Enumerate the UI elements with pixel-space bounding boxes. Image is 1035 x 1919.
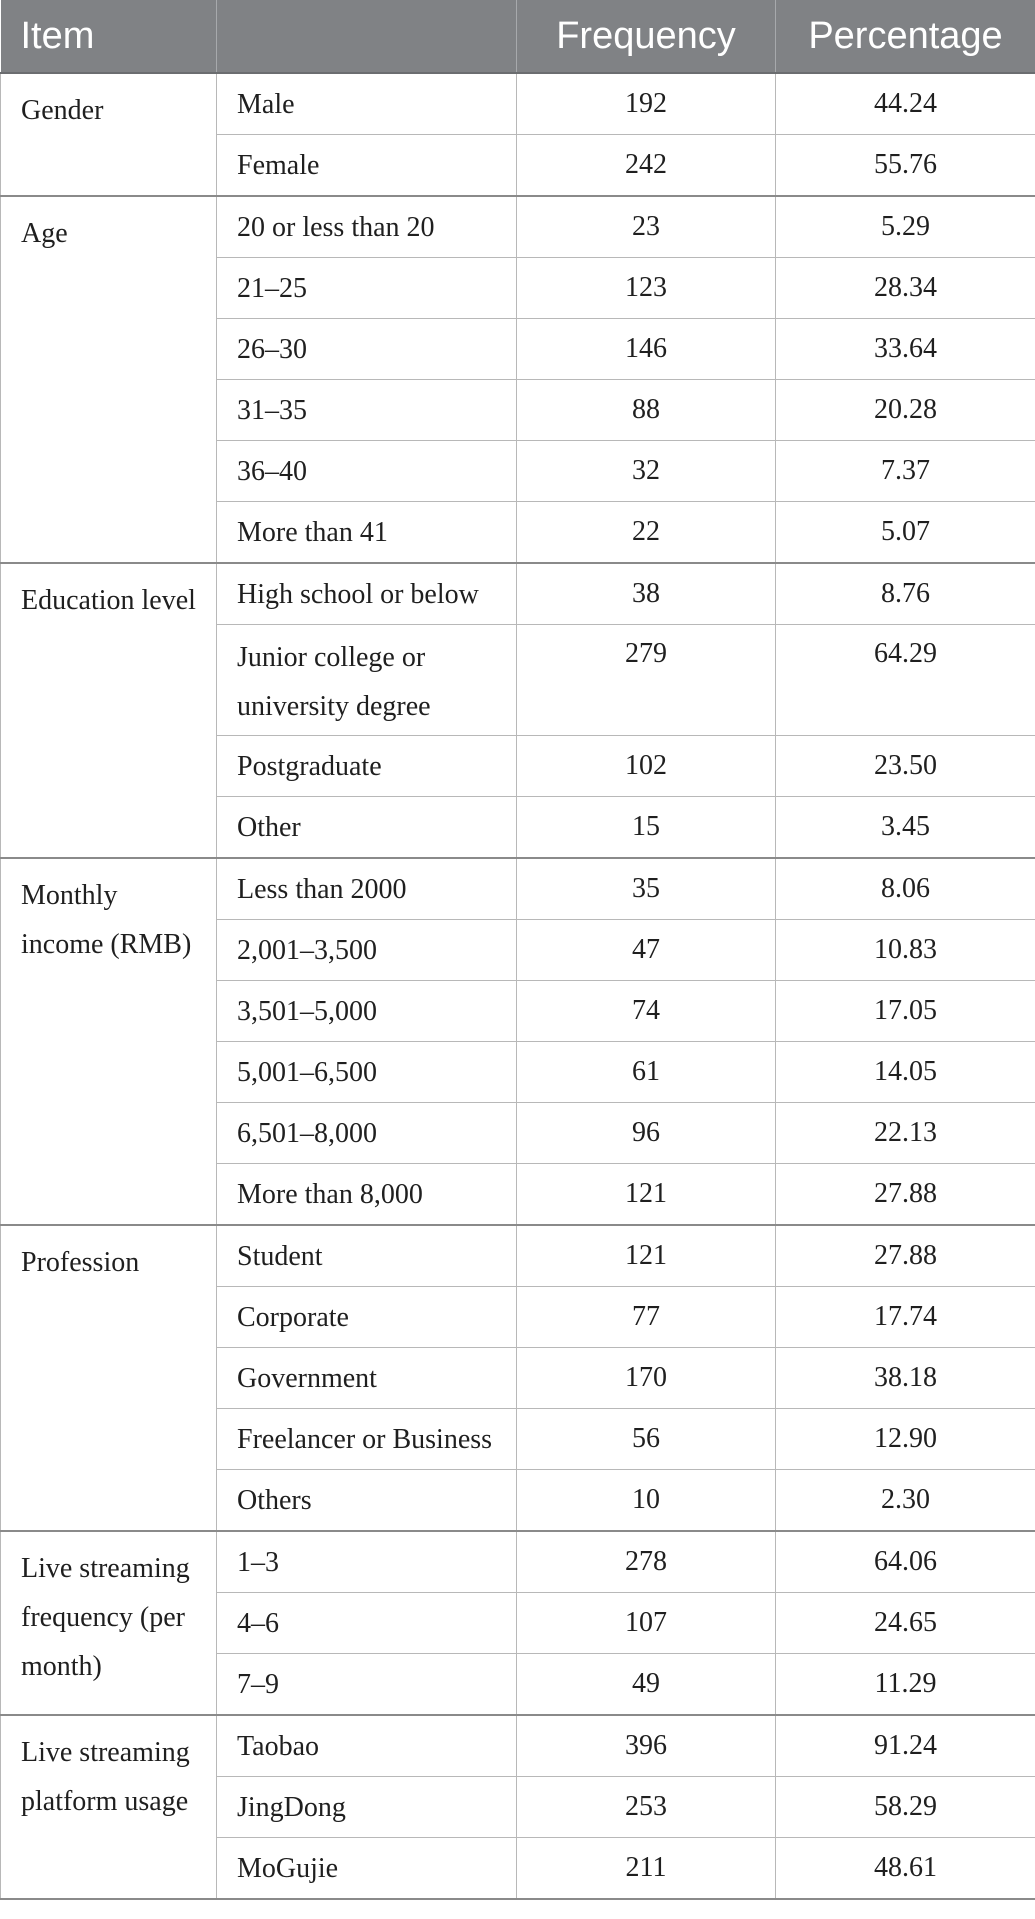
row-percentage: 27.88 [776,1225,1035,1287]
row-percentage: 5.07 [776,502,1035,564]
row-percentage: 64.29 [776,625,1035,736]
row-item: Others [217,1470,517,1532]
row-percentage: 48.61 [776,1838,1035,1900]
row-percentage: 17.74 [776,1287,1035,1348]
row-frequency: 74 [517,981,776,1042]
table-row [1,196,1035,258]
row-item: 5,001–6,500 [217,1042,517,1103]
row-item: 31–35 [217,380,517,441]
row-percentage: 12.90 [776,1409,1035,1470]
table-body [1,73,1035,1899]
row-item: Corporate [217,1287,517,1348]
row-frequency: 88 [517,380,776,441]
row-percentage: 11.29 [776,1654,1035,1716]
row-item: Postgraduate [217,736,517,797]
row-frequency: 253 [517,1777,776,1838]
row-frequency: 22 [517,502,776,564]
table-row [1,73,1035,135]
row-frequency: 107 [517,1593,776,1654]
table-header [1,0,1035,73]
row-item: 21–25 [217,258,517,319]
row-item: JingDong [217,1777,517,1838]
row-frequency: 61 [517,1042,776,1103]
row-percentage: 58.29 [776,1777,1035,1838]
row-percentage: 33.64 [776,319,1035,380]
row-frequency: 192 [517,73,776,135]
row-frequency: 15 [517,797,776,859]
row-percentage: 2.30 [776,1470,1035,1532]
row-item: 26–30 [217,319,517,380]
table-row [1,1715,1035,1777]
row-frequency: 123 [517,258,776,319]
header-row [1,0,1035,73]
group-label: Live streaming platform usage [1,1715,217,1899]
row-frequency: 242 [517,135,776,197]
row-item: 1–3 [217,1531,517,1593]
table-row [1,1531,1035,1593]
row-frequency: 49 [517,1654,776,1716]
row-percentage: 27.88 [776,1164,1035,1226]
header-item: Item [1,0,217,73]
row-item: High school or below [217,563,517,625]
row-frequency: 102 [517,736,776,797]
header-percentage: Percentage [776,0,1035,73]
row-percentage: 55.76 [776,135,1035,197]
group-label: Age [1,196,217,563]
row-percentage: 20.28 [776,380,1035,441]
row-frequency: 10 [517,1470,776,1532]
row-percentage: 28.34 [776,258,1035,319]
row-item: 4–6 [217,1593,517,1654]
row-frequency: 47 [517,920,776,981]
row-percentage: 38.18 [776,1348,1035,1409]
row-percentage: 14.05 [776,1042,1035,1103]
row-frequency: 211 [517,1838,776,1900]
row-frequency: 77 [517,1287,776,1348]
row-item: Male [217,73,517,135]
row-frequency: 396 [517,1715,776,1777]
row-frequency: 279 [517,625,776,736]
row-item: Other [217,797,517,859]
group-label: Monthly income (RMB) [1,858,217,1225]
row-item: 2,001–3,500 [217,920,517,981]
group-label: Profession [1,1225,217,1531]
group-label: Live streaming frequency (per month) [1,1531,217,1715]
row-percentage: 22.13 [776,1103,1035,1164]
row-percentage: 24.65 [776,1593,1035,1654]
row-item: Taobao [217,1715,517,1777]
row-percentage: 91.24 [776,1715,1035,1777]
row-item: More than 8,000 [217,1164,517,1226]
row-item: 20 or less than 20 [217,196,517,258]
table-row [1,563,1035,625]
row-frequency: 146 [517,319,776,380]
row-percentage: 8.06 [776,858,1035,920]
row-percentage: 17.05 [776,981,1035,1042]
row-percentage: 23.50 [776,736,1035,797]
row-item: 6,501–8,000 [217,1103,517,1164]
row-percentage: 7.37 [776,441,1035,502]
row-percentage: 44.24 [776,73,1035,135]
table-row [1,1225,1035,1287]
row-percentage: 3.45 [776,797,1035,859]
row-frequency: 170 [517,1348,776,1409]
row-item: Less than 2000 [217,858,517,920]
row-frequency: 278 [517,1531,776,1593]
row-frequency: 32 [517,441,776,502]
row-percentage: 8.76 [776,563,1035,625]
table-row [1,858,1035,920]
row-percentage: 64.06 [776,1531,1035,1593]
row-frequency: 96 [517,1103,776,1164]
header-frequency: Frequency [517,0,776,73]
row-percentage: 10.83 [776,920,1035,981]
row-item: Junior college or university degree [217,625,517,736]
row-frequency: 38 [517,563,776,625]
row-item: MoGujie [217,1838,517,1900]
group-label: Education level [1,563,217,858]
row-item: Freelancer or Business [217,1409,517,1470]
row-frequency: 35 [517,858,776,920]
row-item: 7–9 [217,1654,517,1716]
row-item: 36–40 [217,441,517,502]
row-frequency: 56 [517,1409,776,1470]
row-frequency: 23 [517,196,776,258]
row-item: 3,501–5,000 [217,981,517,1042]
header-subitem [217,0,517,73]
row-item: More than 41 [217,502,517,564]
row-item: Government [217,1348,517,1409]
group-label: Gender [1,73,217,196]
row-frequency: 121 [517,1225,776,1287]
row-item: Female [217,135,517,197]
row-percentage: 5.29 [776,196,1035,258]
row-frequency: 121 [517,1164,776,1226]
row-item: Student [217,1225,517,1287]
